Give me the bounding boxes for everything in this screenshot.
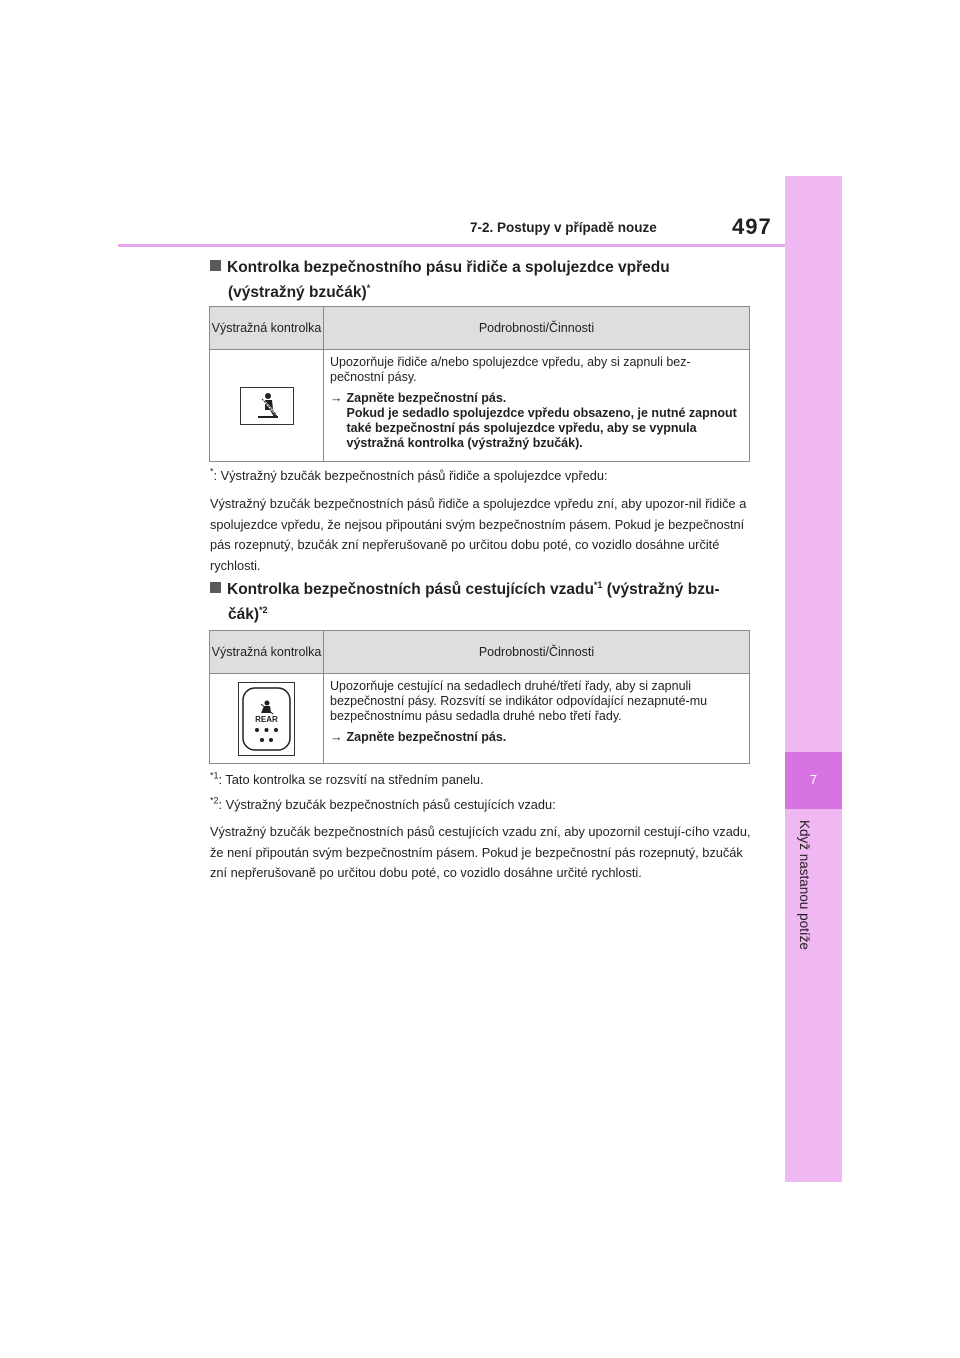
table-header-row [210, 307, 750, 350]
table-header-row [210, 631, 750, 674]
chapter-title: Když nastanou potíže [797, 820, 812, 950]
seatbelt-warning-icon [240, 387, 294, 425]
body-paragraph: Výstražný bzučák bezpečnostních pásů cestujících vzadu zní, aby upozornil cestují-cího vzadu, že není připoután svým bezpečnostním pásem. Pokud je bezpečnostní pás rozepnutý, bzučák zní nepřerušovaně po určitou dobu poté, co vozidlo dosáhne určité rychlosti. [210, 824, 751, 880]
chapter-side-tab [785, 176, 842, 1182]
bullet-square-icon [210, 260, 221, 271]
section1-heading: Kontrolka bezpečnostního pásu řidiče a spolujezdce vpředu (výstražný bzučák)* [210, 255, 670, 305]
col-header-warning-light: Výstražná kontrolka [210, 307, 324, 350]
table-row [210, 350, 750, 462]
action-text: Zapněte bezpečnostní pás. [346, 391, 507, 405]
col-header-warning-light: Výstražná kontrolka [210, 631, 324, 674]
detail-text: Upozorňuje cestující na sedadlech druhé/třetí řady, aby si zapnuli bezpečnostní pásy. Rozsvítí se indikátor odpovídající nezapnuté-mu bezpečnostnímu pásu sedadla druhé nebo třetí řady. [330, 679, 708, 723]
page-number: 497 [732, 214, 772, 239]
header-divider [118, 244, 785, 247]
svg-text:REAR: REAR [255, 714, 278, 724]
footnote: *: Výstražný bzučák bezpečnostních pásů řidiče a spolujezdce vpředu: [210, 466, 608, 483]
body-paragraph: Výstražný bzučák bezpečnostních pásů řidiče a spolujezdce vpředu zní, aby upozor-nil řidiče a spolujezdce vpředu, že nejsou připoutáni svým bezpečnostním pásem. Pokud je bezpečnostní pás rozepnutý, bzučák zní nepřerušovaně po určitou dobu poté, co vozidlo dosáhne určité rychlosti. [210, 496, 747, 573]
arrow-icon: → [330, 730, 343, 744]
details-cell [324, 350, 750, 462]
col-header-details: Podrobnosti/Činnosti [324, 307, 750, 350]
section-title: 7-2. Postupy v případě nouze [470, 220, 657, 235]
bullet-square-icon [210, 582, 221, 593]
icon-cell [210, 350, 324, 462]
rear-seatbelt-reminder-icon [238, 682, 295, 756]
chapter-number: 7 [809, 772, 818, 787]
arrow-icon: → [330, 391, 343, 405]
warning-light-table-2 [209, 630, 750, 764]
footnote-1: $^{*1}$: Tato kontrolka se rozsvítí na středním panelu. [210, 770, 484, 787]
footnote-2: $^{*2}$: Výstražný bzučák bezpečnostních pásů cestujících vzadu: [210, 795, 556, 812]
action-text: Zapněte bezpečnostní pás. [346, 730, 507, 744]
col-header-details: Podrobnosti/Činnosti [324, 631, 750, 674]
warning-light-table-1 [209, 306, 750, 462]
details-cell [324, 674, 750, 764]
action-note: Pokud je sedadlo spolujezdce vpředu obsazeno, je nutné zapnout také bezpečnostní pás spolujezdce vpředu, aby se vypnula výstražná kontrolka (výstražný bzučák). [346, 406, 737, 450]
table-row [210, 674, 750, 764]
icon-cell [210, 674, 324, 764]
section2-heading: Kontrolka bezpečnostních pásů cestujících vzadu$^{*1}$ (výstražný bzu- čák)$^{*2}$ [210, 577, 720, 627]
detail-text: Upozorňuje řidiče a/nebo spolujezdce vpředu, aby si zapnuli bez-pečnostní pásy. [330, 355, 691, 384]
